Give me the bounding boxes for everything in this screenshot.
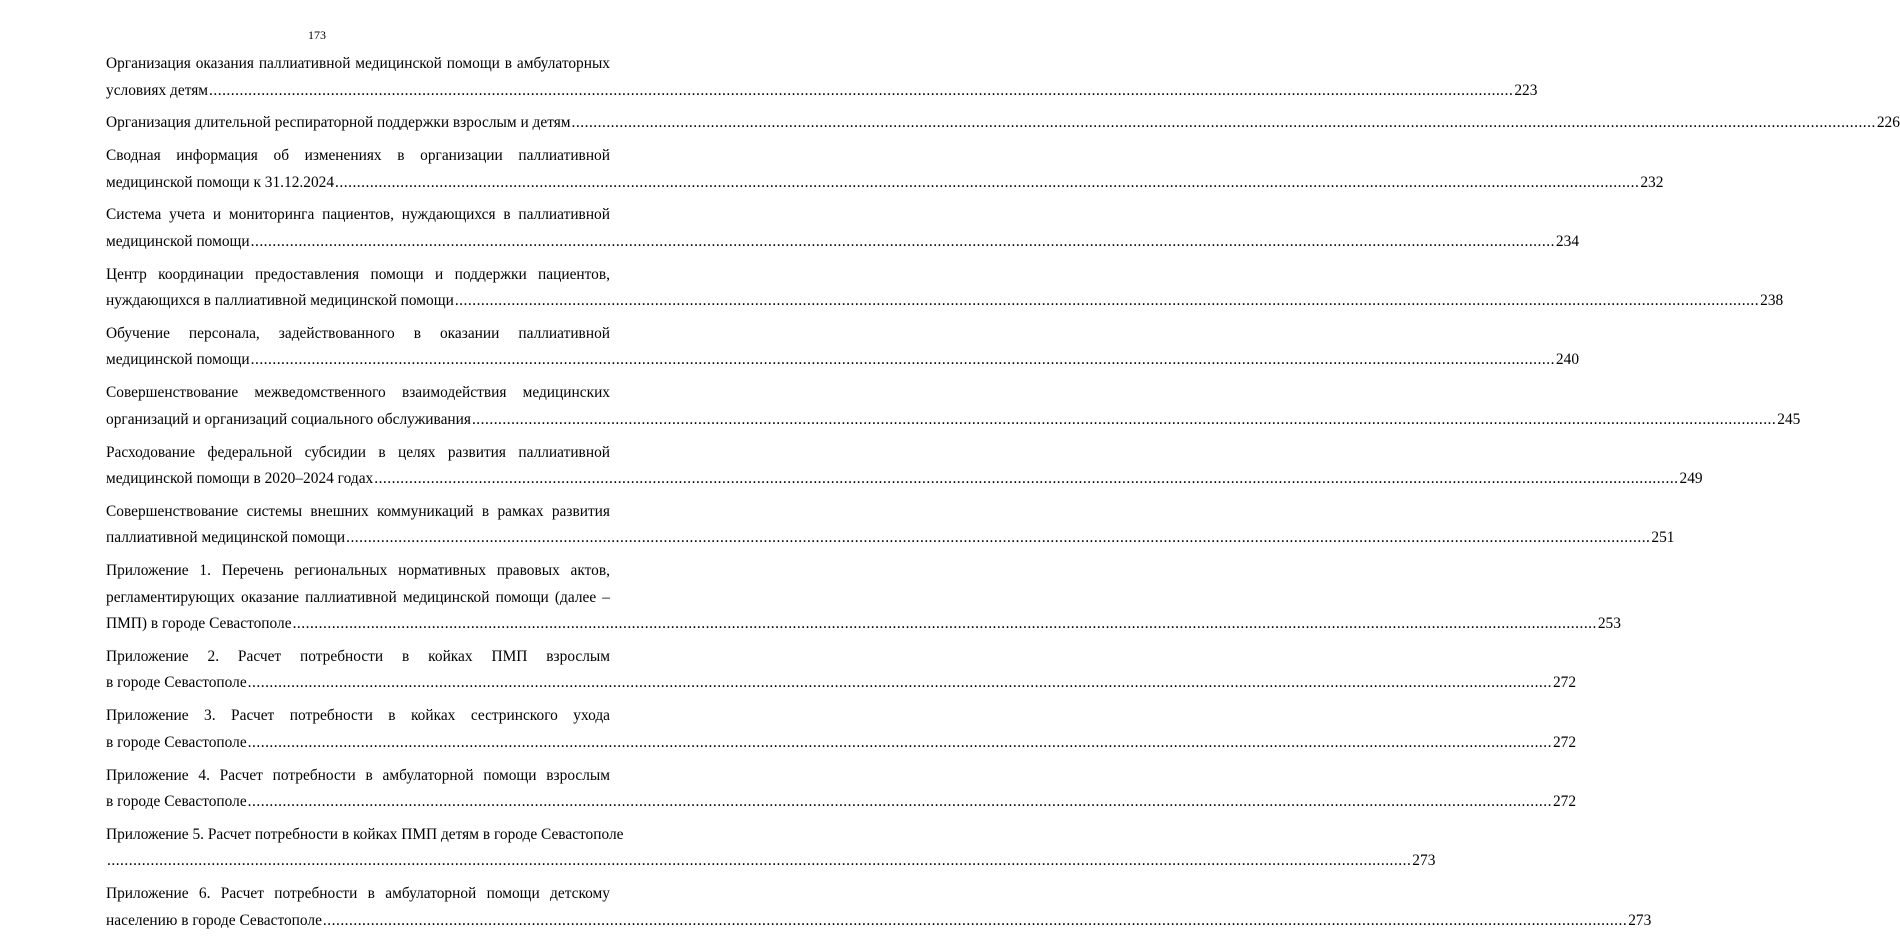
dot-leader: ............................................................................................................................................................................................................................................................................................................ [346, 529, 1651, 547]
toc-entry[interactable] [106, 881, 1652, 934]
dot-leader: ............................................................................................................................................................................................................................................................................................................ [209, 81, 1514, 99]
dot-leader: ............................................................................................................................................................................................................................................................................................................ [471, 410, 1777, 428]
toc-entry[interactable] [106, 262, 1784, 315]
toc-entry-text: паллиативной медицинской помощи [106, 529, 346, 547]
toc-entry-text: медицинской помощи [106, 351, 250, 369]
dot-leader: ............................................................................................................................................................................................................................................................................................................ [247, 674, 1552, 692]
dot-leader: ............................................................................................................................................................................................................................................................................................................ [374, 470, 1679, 488]
toc-entry-text: медицинской помощи в 2020–2024 годах [106, 470, 374, 488]
dot-leader: ............................................................................................................................................................................................................................................................................................................ [247, 793, 1552, 811]
toc-entry-text: Сводная информация об изменениях в организации паллиативной [106, 147, 610, 165]
dot-leader: ............................................................................................................................................................................................................................................................................................................ [250, 232, 1555, 250]
toc-entry-text: Организация оказания паллиативной медицинской помощи в амбулаторных [106, 55, 610, 72]
toc-entry-text: Расходование федеральной субсидии в целях развития паллиативной [106, 443, 610, 461]
toc-entry[interactable] [106, 110, 1900, 137]
dot-leader: ............................................................................................................................................................................................................................................................................................................ [454, 292, 1760, 310]
toc-page-number: 273 [1412, 852, 1436, 870]
toc-page-number: 238 [1760, 292, 1784, 310]
toc-entry[interactable] [106, 499, 1675, 552]
toc-entry[interactable] [106, 822, 1436, 875]
toc-page-number: 272 [1552, 733, 1577, 751]
dot-leader: ............................................................................................................................................................................................................................................................................................................ [335, 173, 1640, 191]
toc-entry-text: в городе Севастополе [106, 674, 247, 692]
toc-entry-text: медицинской помощи к 31.12.2024 [106, 173, 335, 191]
toc-entry-text: Приложение 6. Расчет потребности в амбулаторной помощи детскому [106, 885, 610, 903]
dot-leader: ............................................................................................................................................................................................................................................................................................................ [571, 114, 1876, 132]
toc-entry[interactable] [106, 440, 1703, 493]
toc-page-number: 223 [1514, 81, 1538, 99]
toc-entry[interactable] [106, 380, 1801, 433]
toc-entry-text: ПМП) в городе Севастополе [106, 615, 292, 633]
page-number: 173 [308, 28, 326, 42]
toc-page-number: 272 [1552, 674, 1577, 692]
toc-entry-last-line [106, 848, 1436, 875]
toc-entry-text: Приложение 4. Расчет потребности в амбулаторной помощи взрослым [106, 766, 610, 784]
toc-entry-text: Совершенствование системы внешних коммуникаций в рамках развития [106, 502, 610, 520]
toc-entry-text: Приложение 5. Расчет потребности в койках ПМП детям в городе Севастополе [106, 825, 624, 843]
toc-page-number: 249 [1679, 470, 1703, 488]
toc-entry-last-line [106, 611, 1621, 638]
toc-entry-text: Обучение персонала, задействованного в оказании паллиативной [106, 324, 610, 342]
toc-entry-text: Приложение 3. Расчет потребности в койках сестринского ухода [106, 707, 610, 725]
toc-entry-text: в городе Севастополе [106, 793, 247, 811]
toc-page-number: 251 [1651, 529, 1675, 547]
toc-entry-last-line [106, 466, 1703, 493]
toc-entry[interactable] [106, 644, 1577, 697]
toc-page-number: 226 [1876, 114, 1900, 132]
toc-page-number: 234 [1555, 232, 1580, 250]
toc-entry-last-line [106, 78, 1538, 105]
dot-leader: ............................................................................................................................................................................................................................................................................................................ [250, 351, 1555, 369]
toc-page-number: 272 [1552, 793, 1577, 811]
dot-leader: ............................................................................................................................................................................................................................................................................................................ [247, 733, 1552, 751]
dot-leader: ............................................................................................................................................................................................................................................................................................................ [322, 911, 1628, 929]
toc-page-number: 253 [1597, 615, 1621, 633]
toc-entry-text: в городе Севастополе [106, 733, 247, 751]
toc-entry-last-line [106, 288, 1784, 315]
toc-entry-last-line [106, 789, 1577, 816]
toc-page-number: 245 [1777, 410, 1801, 428]
toc-entry-text: Приложение 1. Перечень региональных нормативных правовых актов, [106, 562, 610, 580]
toc-entry-text: Приложение 2. Расчет потребности в койках ПМП взрослым [106, 647, 610, 665]
toc-entry-text: медицинской помощи [106, 232, 250, 250]
toc-entry-last-line [106, 908, 1652, 935]
toc-entry-text: нуждающихся в паллиативной медицинской помощи [106, 292, 454, 310]
toc-entry-text: населению в городе Севастополе [106, 911, 322, 929]
toc-entry-last-line [106, 525, 1675, 552]
toc-entry-text: Совершенствование межведомственного взаимодействия медицинских [106, 384, 610, 402]
toc-entry-text: Система учета и мониторинга пациентов, нуждающихся в паллиативной [106, 206, 610, 224]
toc-entry[interactable] [106, 558, 1621, 638]
toc-page-number: 232 [1640, 173, 1664, 191]
toc-page-number: 273 [1628, 911, 1652, 929]
toc-entry[interactable] [106, 143, 1664, 196]
toc-entry[interactable] [106, 763, 1577, 816]
dot-leader: ............................................................................................................................................................................................................................................................................................................ [292, 615, 1597, 633]
toc-entry-text: Центр координации предоставления помощи и поддержки пациентов, [106, 265, 610, 283]
toc-entry[interactable] [106, 51, 1538, 104]
table-of-contents [106, 51, 1900, 940]
toc-entry[interactable] [106, 321, 1580, 374]
toc-entry-last-line [106, 670, 1577, 697]
toc-entry-last-line [106, 110, 1900, 137]
toc-entry-text: регламентирующих оказание паллиативной медицинской помощи (далее – [106, 588, 610, 606]
toc-entry-last-line [106, 229, 1580, 256]
toc-entry-last-line [106, 407, 1801, 434]
toc-entry-last-line [106, 170, 1664, 197]
toc-entry-text: условиях детям [106, 81, 209, 99]
toc-entry-last-line [106, 730, 1577, 757]
dot-leader: ............................................................................................................................................................................................................................................................................................................ [107, 852, 1412, 870]
toc-entry-text: организаций и организаций социального обслуживания [106, 410, 471, 428]
toc-entry[interactable] [106, 202, 1580, 255]
toc-page-number: 240 [1555, 351, 1580, 369]
toc-entry-last-line [106, 347, 1580, 374]
toc-entry[interactable] [106, 703, 1577, 756]
toc-entry-text: Организация длительной респираторной поддержки взрослым и детям [106, 114, 571, 132]
